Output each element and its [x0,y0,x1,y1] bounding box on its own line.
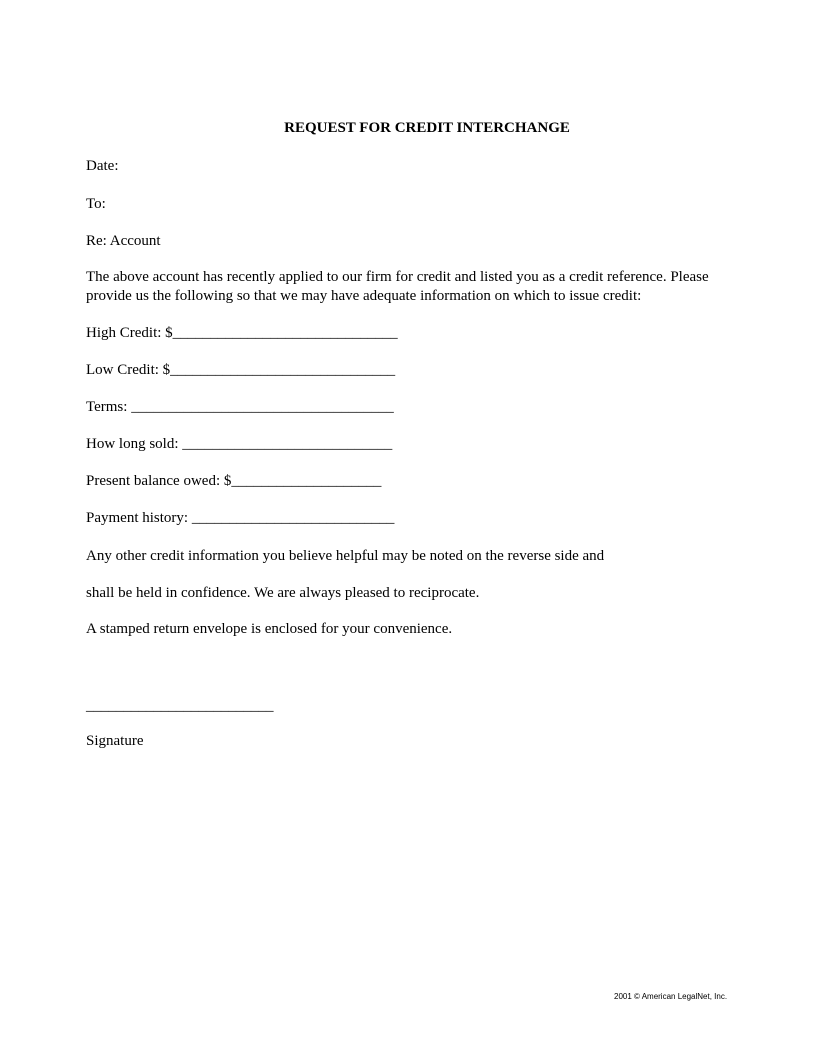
date-label: Date: [86,158,119,174]
re-account-label: Re: Account [86,233,161,249]
high-credit-field: High Credit: $______________________________ [86,325,398,341]
envelope-line: A stamped return envelope is enclosed for your convenience. [86,621,453,637]
closing-line-1: Any other credit information you believe helpful may be noted on the reverse side and [86,548,605,564]
signature-line: _________________________ [86,698,274,714]
terms-field: Terms: ___________________________________ [86,399,394,415]
copyright-footer: 2001 © American LegalNet, Inc. [614,992,728,1001]
how-long-sold-field: How long sold: ____________________________ [86,436,393,452]
payment-history-field: Payment history: ___________________________ [86,510,395,526]
low-credit-field: Low Credit: $______________________________ [86,362,396,378]
intro-paragraph: The above account has recently applied to our firm for credit and listed you as a credit reference. Please provide us the following so that we may have adequate information on which to issue credit: [86,269,709,304]
to-label: To: [86,196,106,212]
document-title: REQUEST FOR CREDIT INTERCHANGE [284,120,570,136]
closing-line-2: shall be held in confidence. We are always pleased to reciprocate. [86,585,480,601]
signature-label: Signature [86,733,144,749]
present-balance-field: Present balance owed: $____________________ [86,473,382,489]
